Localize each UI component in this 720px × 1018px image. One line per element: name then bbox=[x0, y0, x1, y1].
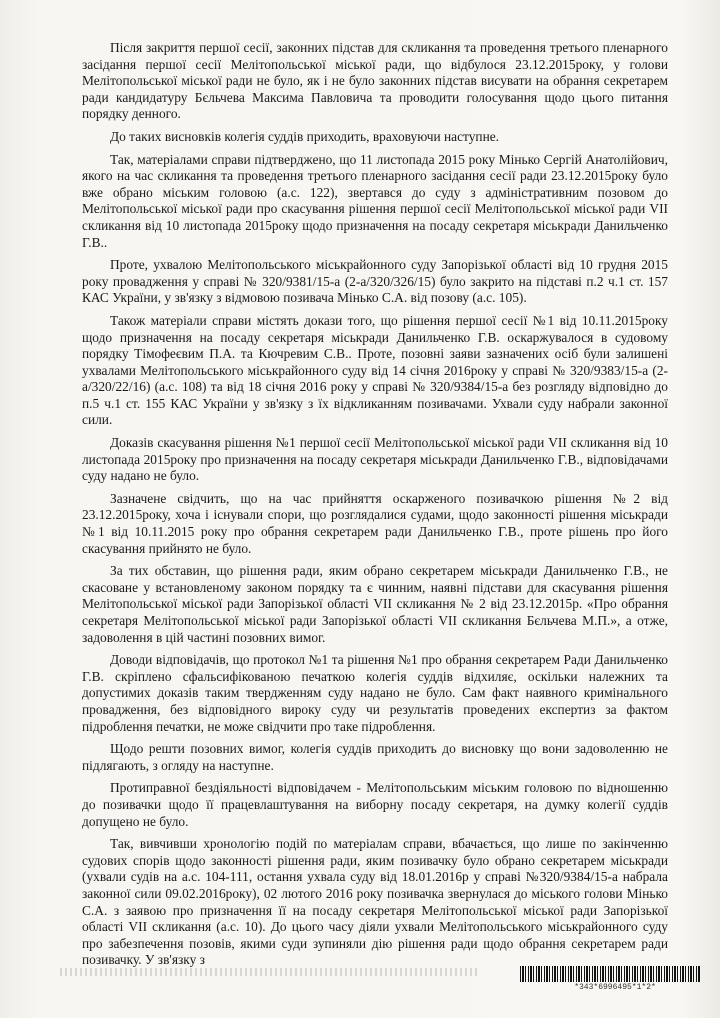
document-body bbox=[82, 40, 668, 975]
paragraph: Доводи відповідачів, що протокол №1 та рішення №1 про обрання секретарем Ради Данильченко Г.В. скріплено сфальсифікованою печаткою колегія суддів відхиляє, оскільки належних та допустимих доказів таким твердженням суду надано не було. Сам факт наявного кримінального провадження, без відповідного вироку суду чи результатів проведених експертиз за фактом підроблення печатки, не може свідчити про таке підроблення. bbox=[82, 652, 668, 734]
paragraph: Доказів скасування рішення №1 першої сесії Мелітопольської міської ради VII скликання від 10 листопада 2015року про призначення на посаду секретаря міськради Данильченко Г.В., відповідачами суду надано не було. bbox=[82, 435, 668, 484]
paragraph: Також матеріали справи містять докази того, що рішення першої сесії №1 від 10.11.2015року щодо призначення на посаду секретаря міськради Данильченко Г.В. оскаржувалося в судовому порядку Тімофеєвим П.А. та Кючревим С.В.. Проте, позовні заяви зазначених осіб були залишені ухвалами Мелітопольського міськрайонного суду від 14 січня 2016року у справі № 320/9383/15-а (2-а/320/22/16) (а.с. 108) та від 18 січня 2016 року у справі № 320/9384/15-а без розгляду відповідно до п.5 ч.1 ст. 155 КАС України у зв'язку з їх відкликанням позивачами. Ухвали суду набрали законної сили. bbox=[82, 312, 668, 428]
paragraph: Проте, ухвалою Мелітопольського міськрайонного суду Запорізької області від 10 грудня 2015 року провадження у справі № 320/9381/15-а (2-а/320/326/15) було закрито на підставі п.2 ч.1 ст. 157 КАС України, у зв'язку з відмовою позивача Мінько С.А. від позову (а.с. 105). bbox=[82, 257, 668, 306]
paragraph: Зазначене свідчить, що на час прийняття оскарженого позивачкою рішення №2 від 23.12.2015року, хоча і існували спори, що розглядалися судами, щодо законності рішення міськради №1 від 10.11.2015 року про обрання секретарем ради Данильченко Г.В., проте рішень про його скасування прийнято не було. bbox=[82, 490, 668, 556]
paragraph: Так, матеріалами справи підтверджено, що 11 листопада 2015 року Мінько Сергій Анатолійович, якого на час скликання та проведення третього пленарного засідання сесії ради 23.12.2015року було вже обрано міським головою (а.с. 122), звертався до суду з адміністративним позовом до Мелітопольської міської ради про скасування рішення першої сесії Мелітопольської міської ради VII скликання від 10 листопада 2015року щодо призначення на посаду секретаря міськради Данильченко Г.В.. bbox=[82, 151, 668, 250]
paragraph: До таких висновків колегія суддів приходить, враховуючи наступне. bbox=[110, 128, 500, 144]
paragraph: Так, вивчивши хронологію подій по матеріалам справи, вбачається, що лише по закінченню судових спорів щодо законності рішення ради, яким позивачку було обрано секретарем міськради (ухвали судів на а.с. 104-111, остання ухвала суду від 18.01.2016р у справі №320/9384/15-а набрала законної сили 09.02.2016року), 02 лютого 2016 року позивачка звернулася до міського голови Мінько С.А. з заявою про призначення її на посаду секретаря Мелітопольської міської ради Запорізької області VII скликання (а.с. 10). До цього часу діяли ухвали Мелітопольського міськрайонного суду про забезпечення позовів, якими суди зупиняли дію рішення ради щодо обрання секретарем ради позивачку. У зв'язку з bbox=[82, 836, 668, 968]
paragraph: Після закриття першої сесії, законних підстав для скликання та проведення третього пленарного засідання першої сесії Мелітопольської міської ради, що відбулося 23.12.2015року, у голови Мелітопольської міської ради не було, як і не було законних підстав висувати на обрання секретарем ради кандидатуру Бєльчева Максима Павловича та проводити голосування щодо цього питання порядку денного. bbox=[82, 40, 668, 122]
barcode bbox=[520, 966, 700, 982]
barcode-label: *343*6996495*1*2* bbox=[574, 983, 656, 992]
paragraph: За тих обставин, що рішення ради, яким обрано секретарем міськради Данильченко Г.В., не скасоване у встановленому законом порядку та є чинним, наявні підстави для скасування рішення Мелітопольської міської ради Запорізької області VII скликання № 2 від 23.12.2015р. «Про обрання секретаря Мелітопольської міської ради Запорізької області VII скликання Бєльчева М.П.», а отже, задоволення в цій частині позовних вимог. bbox=[82, 563, 668, 645]
paragraph: Протиправної бездіяльності відповідачем - Мелітопольським міським головою по відношенню до позивачки щодо її працевлаштування на виборну посаду секретаря, на думку колегії суддів допущено не було. bbox=[82, 780, 668, 829]
paragraph: Щодо решти позовних вимог, колегія суддів приходить до висновку що вони задоволенню не підлягають, з огляду на наступне. bbox=[82, 741, 668, 773]
